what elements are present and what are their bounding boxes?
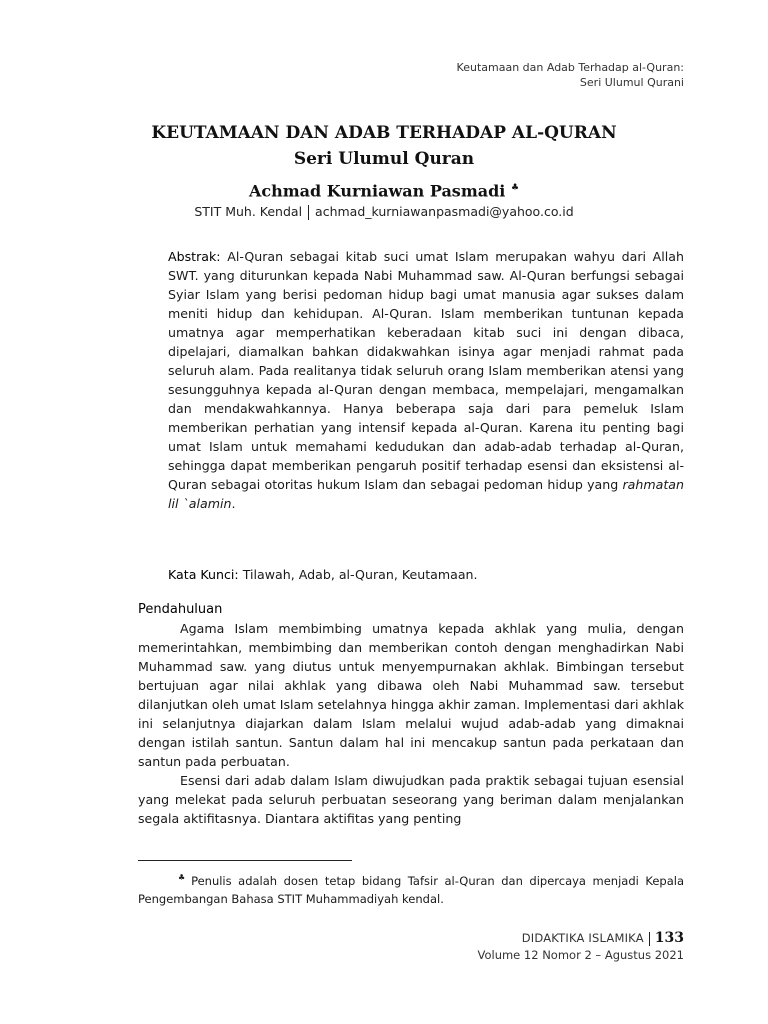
keywords-text: Tilawah, Adab, al-Quran, Keutamaan. (242, 567, 478, 582)
author-affiliation (0, 203, 768, 221)
running-head-line-1: Keutamaan dan Adab Terhadap al-Quran: (456, 61, 684, 74)
page-footer (477, 930, 684, 964)
abstract-italic-phrase: rahmatan lil `alamin (168, 477, 684, 511)
author-footnote-mark[interactable]: ♣ (510, 183, 520, 193)
author-email[interactable]: achmad_kurniawanpasmadi@yahoo.co.id (315, 204, 574, 219)
footnote-divider (138, 860, 352, 861)
author-institution: STIT Muh. Kendal (194, 204, 303, 219)
keywords (168, 565, 684, 584)
footer-separator (649, 932, 650, 946)
keywords-label: Kata Kunci: (168, 567, 239, 582)
author-name: Achmad Kurniawan Pasmadi (248, 181, 506, 201)
volume-info: Volume 12 Nomor 2 – Agustus 2021 (477, 948, 684, 962)
journal-name: DIDAKTIKA ISLAMIKA (521, 931, 644, 945)
author-line (0, 177, 768, 202)
abstract (168, 247, 684, 513)
article-title (0, 120, 768, 172)
abstract-label: Abstrak: (168, 249, 221, 264)
footnote (138, 869, 684, 908)
body-text (138, 619, 684, 828)
running-head-line-2: Seri Ulumul Qurani (579, 76, 684, 89)
footnote-mark: ♣ (178, 873, 189, 882)
body-paragraph-2: Esensi dari adab dalam Islam diwujudkan pada praktik sebagai tujuan esensial yang melekat pada seluruh perbuatan seseorang yang beriman dalam menjalankan segala aktifitasnya. Diantara aktifitas yang penting (138, 773, 684, 826)
footnote-text: Penulis adalah dosen tetap bidang Tafsir al-Quran dan dipercaya menjadi Kepala Pengembangan Bahasa STIT Muhammadiyah kendal. (138, 873, 684, 906)
abstract-end: . (231, 496, 236, 511)
abstract-text: Al-Quran sebagai kitab suci umat Islam merupakan wahyu dari Allah SWT. yang diturunkan kepada Nabi Muhammad saw. Al-Quran berfungsi sebagai Syiar Islam yang berisi pedoman hidup bagi umat manusia agar sukses dalam meniti hidup dan kehidupan. Al-Quran. Islam memberikan tuntunan kepada umatnya agar memperhatikan keberadaan kitab suci ini dengan dibaca, dipelajari, diamalkan bahkan didakwahkan isinya agar menjadi rahmat pada seluruh alam. Pada realitanya tidak seluruh orang Islam memberikan atensi yang sesungguhnya kepada al-Quran dengan membaca, mempelajari, mengamalkan dan mendakwahkannya. Hanya beberapa saja dari para pemeluk Islam memberikan perhatian yang intensif kepada al-Quran. Karena itu penting bagi umat Islam untuk memahami kedudukan dan adab-adab terhadap al-Quran, sehingga dapat memberikan pengaruh positif terhadap esensi dan eksistensi al-Quran sebagai otoritas hukum Islam dan sebagai pedoman hidup yang (168, 249, 684, 492)
title-main: KEUTAMAAN DAN ADAB TERHADAP AL-QURAN (151, 123, 617, 143)
section-heading: Pendahuluan (138, 602, 223, 617)
running-head (457, 60, 684, 90)
body-paragraph-1: Agama Islam membimbing umatnya kepada akhlak yang mulia, dengan memerintahkan, membimbing dan memberikan contoh dengan menghadirkan Nabi Muhammad saw. yang diutus untuk menyempurnakan akhlak. Bimbingan tersebut bertujuan agar nilai akhlak yang dibawa oleh Nabi Muhammad saw. tersebut dilanjutkan oleh umat Islam setelahnya hingga akhir zaman. Implementasi dari akhlak ini selanjutnya diajarkan dalam Islam melalui wujud adab-adab yang dimaknai dengan istilah santun. Santun dalam hal ini mencakup santun pada perkataan dan santun pada perbuatan. (138, 621, 684, 769)
affiliation-separator (308, 205, 309, 220)
page-number: 133 (654, 930, 684, 946)
title-subtitle: Seri Ulumul Quran (293, 149, 475, 169)
